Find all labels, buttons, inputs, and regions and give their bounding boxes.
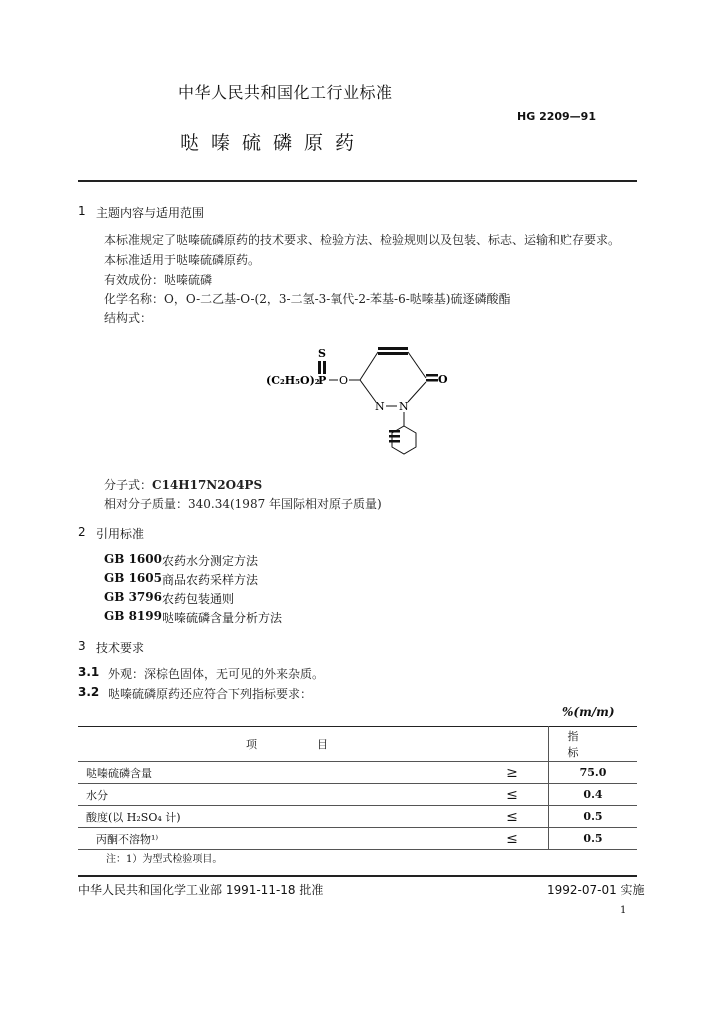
reference-code: GB 1605 [104, 571, 162, 585]
molecular-mass-line: 相对分子质量：340.34(1987 年国际相对原子质量) [104, 497, 382, 511]
nitrogen-atom-2: N [399, 400, 409, 413]
reference-name: 农药水分测定方法 [162, 554, 259, 568]
table-row [78, 762, 637, 784]
table-row [78, 828, 637, 850]
clause-3-2-number: 3.2 [78, 685, 100, 699]
sulfur-atom: S [318, 347, 326, 360]
section-2-title: 引用标准 [96, 527, 145, 541]
section-1-paragraph-1: 本标准规定了哒嗪硫磷原药的技术要求、检验方法、检验规则以及包装、标志、运输和贮存要求。 [104, 233, 621, 247]
reference-name: 农药包装通则 [162, 592, 235, 606]
header-divider [78, 180, 637, 182]
section-2-number: 2 [78, 525, 86, 539]
section-1-paragraph-2: 本标准适用于哒嗪硫磷原药。 [104, 253, 261, 267]
molecular-formula-line [104, 476, 262, 493]
approval-statement: 中华人民共和国化学工业部 1991-11-18 批准 [78, 883, 324, 897]
specification-table [78, 726, 637, 850]
table-footnote: 注：1）为型式检验项目。 [106, 854, 223, 865]
nitrogen-atom-1: N [375, 400, 385, 413]
page-number: 1 [620, 905, 627, 916]
diethoxy-group: (C₂H₅O)₂ [266, 374, 320, 387]
header-item: 项目 [78, 727, 549, 762]
row-item: 哒嗪硫磷含量 [78, 762, 476, 784]
row-item: 酸度(以 H₂SO₄ 计) [78, 806, 476, 828]
table-row [78, 806, 637, 828]
structural-formula [262, 340, 482, 460]
document-title: 哒嗪硫磷原药 [180, 132, 367, 154]
carbonyl-bond [426, 374, 438, 377]
molecular-formula: C14H17N2O4PS [152, 478, 263, 492]
footer-divider [78, 875, 637, 877]
phosphorus-atom: P [318, 374, 327, 387]
clause-3-2-text: 哒嗪硫磷原药还应符合下列指标要求： [108, 687, 313, 701]
issuing-organization: 中华人民共和国化工行业标准 [178, 83, 393, 102]
table-unit: %(m/m) [562, 705, 615, 719]
reference-name: 商品农药采样方法 [162, 573, 259, 587]
active-ingredient-line: 有效成份：哒嗪硫磷 [104, 273, 213, 287]
molecular-formula-label: 分子式： [104, 478, 153, 492]
table-row [78, 784, 637, 806]
row-operator: ≤ [476, 784, 549, 806]
section-3-number: 3 [78, 639, 86, 653]
row-operator: ≤ [476, 806, 549, 828]
carbonyl-oxygen: O [438, 373, 448, 386]
effective-date: 1992-07-01 实施 [547, 883, 645, 897]
section-1-number: 1 [78, 204, 86, 218]
table-header-row [78, 727, 637, 762]
row-value: 75.0 [549, 762, 638, 784]
reference-code: GB 8199 [104, 609, 162, 623]
row-item: 丙酮不溶物¹⁾ [78, 828, 476, 850]
row-value: 0.5 [549, 828, 638, 850]
s-p-double-bond [318, 361, 321, 374]
row-operator: ≤ [476, 828, 549, 850]
row-value: 0.4 [549, 784, 638, 806]
section-1-title: 主题内容与适用范围 [96, 206, 205, 220]
chemical-name-line: 化学名称：O，O-二乙基-O-(2，3-二氢-3-氧代-2-苯基-6-哒嗪基)硫逐磷酸酯 [104, 292, 511, 306]
row-operator: ≥ [476, 762, 549, 784]
row-value: 0.5 [549, 806, 638, 828]
standard-code: HG 2209—91 [517, 110, 596, 123]
ring-bond [360, 352, 378, 380]
ring-double-bond [378, 347, 408, 350]
header-index: 指标 [549, 727, 638, 762]
clause-3-1-number: 3.1 [78, 665, 100, 679]
row-item: 水分 [78, 784, 476, 806]
reference-code: GB 3796 [104, 590, 162, 604]
ester-oxygen: O [339, 374, 349, 387]
clause-3-1-text: 外观：深棕色固体，无可见的外来杂质。 [108, 667, 325, 681]
reference-name: 哒嗪硫磷含量分析方法 [162, 611, 283, 625]
reference-code: GB 1600 [104, 552, 162, 566]
section-3-title: 技术要求 [96, 641, 145, 655]
structure-label: 结构式： [104, 311, 153, 325]
